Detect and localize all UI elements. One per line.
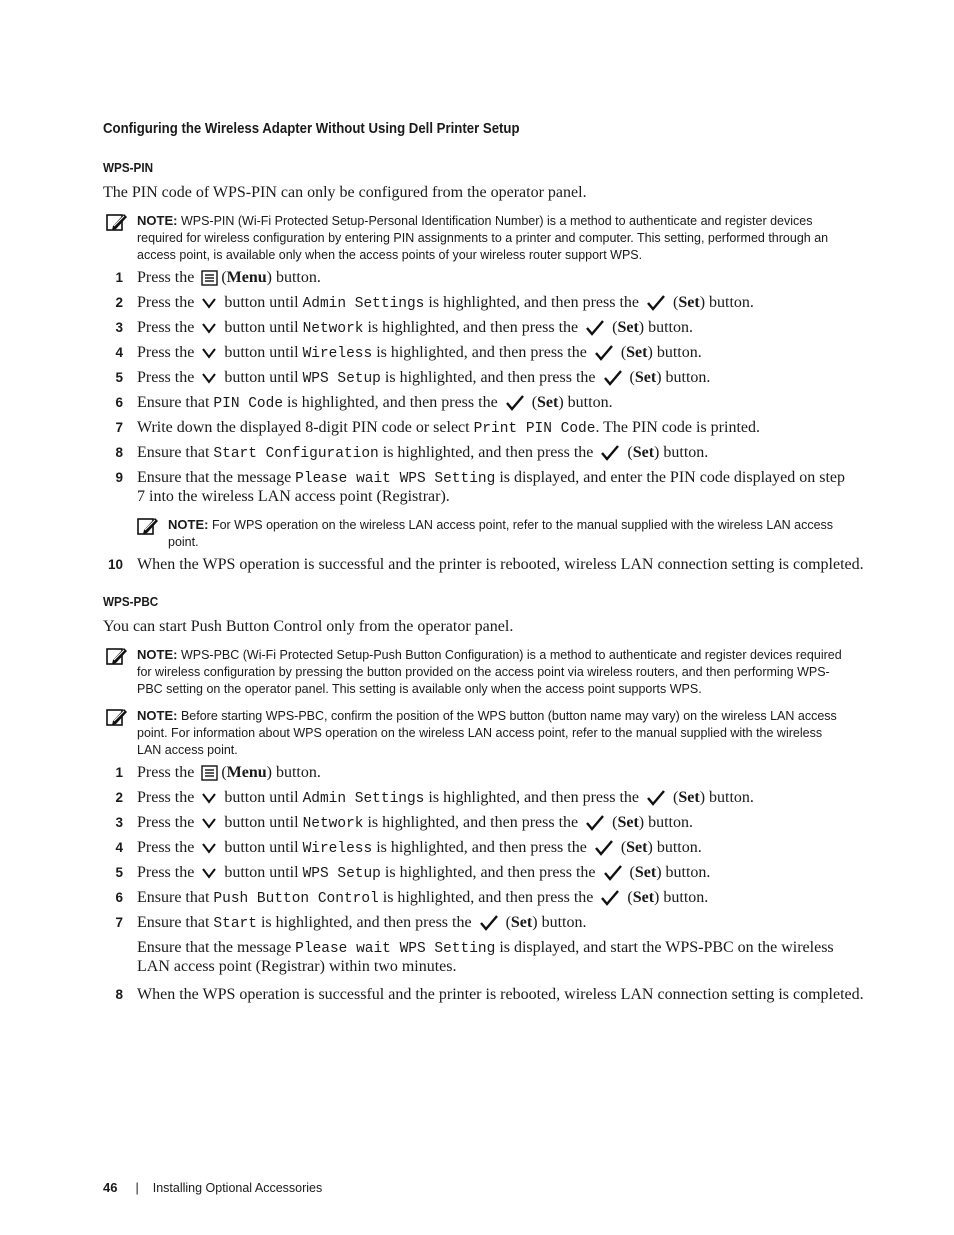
checkmark-icon bbox=[603, 369, 623, 387]
step-4 bbox=[137, 343, 702, 364]
step-text-run: ( bbox=[527, 394, 538, 411]
down-arrow-icon bbox=[201, 841, 217, 855]
page-footer bbox=[103, 1180, 322, 1195]
step-number: 1 bbox=[115, 270, 123, 285]
step-number: 6 bbox=[115, 395, 123, 410]
step-text-run: ( bbox=[616, 839, 627, 856]
button-name-text: Set bbox=[626, 839, 648, 856]
step-text-run: Ensure that bbox=[137, 444, 214, 461]
step-text-run: ( bbox=[501, 914, 511, 931]
step-text-run: ) button. bbox=[266, 764, 321, 781]
button-name-text: Set bbox=[617, 319, 639, 336]
panel-menu-text: Wireless bbox=[302, 841, 373, 857]
step-4 bbox=[137, 838, 702, 859]
step-text-run: Press the bbox=[137, 344, 199, 361]
button-name-text: Menu bbox=[226, 764, 267, 781]
panel-menu-text: Please wait WPS Setting bbox=[295, 471, 496, 487]
note-line: WPS-PIN (Wi-Fi Protected Setup-Personal Identification Number) is a method to authenticate and register devices bbox=[180, 214, 813, 228]
step-text-run: is highlighted, and then press the bbox=[283, 394, 502, 411]
footer-section-title: Installing Optional Accessories bbox=[152, 1181, 323, 1195]
step-text-run: Ensure that bbox=[137, 914, 214, 931]
step-2 bbox=[137, 788, 754, 809]
checkmark-icon bbox=[505, 394, 525, 412]
pencil-note-icon bbox=[106, 707, 128, 727]
note-line: point. For information about WPS operation on the wireless LAN access point, refer to the manual supplied with the wireless bbox=[137, 726, 823, 740]
panel-menu-text: Please wait WPS Setting bbox=[295, 941, 496, 957]
step-number: 3 bbox=[115, 320, 123, 335]
step-number: 1 bbox=[115, 765, 123, 780]
step-text-run: is highlighted, and then press the bbox=[424, 789, 644, 806]
button-name-text: Set bbox=[678, 789, 700, 806]
panel-menu-text: Network bbox=[302, 321, 364, 337]
note-line: WPS-PBC (Wi-Fi Protected Setup-Push Button Configuration) is a method to authenticate and register devices required bbox=[180, 648, 842, 662]
step-number: 5 bbox=[115, 865, 123, 880]
button-name-text: Set bbox=[626, 344, 648, 361]
step-text-run: button until bbox=[220, 864, 303, 881]
step-text-run: . The PIN code is printed. bbox=[595, 419, 760, 436]
step-text-run: ) button. bbox=[532, 914, 587, 931]
step-3 bbox=[137, 813, 693, 834]
step-text-run: Press the bbox=[137, 864, 199, 881]
step-number: 8 bbox=[115, 445, 123, 460]
step-text-run: button until bbox=[220, 319, 303, 336]
step-text-run: ( bbox=[623, 444, 633, 461]
checkmark-icon bbox=[479, 914, 499, 932]
wps-pbc-intro: You can start Push Button Control only from the operator panel. bbox=[103, 618, 514, 635]
panel-menu-text: Print PIN Code bbox=[473, 421, 596, 437]
page-number: 46 bbox=[103, 1180, 118, 1195]
step-text-run: ( bbox=[221, 764, 227, 781]
pencil-note-icon bbox=[106, 646, 128, 666]
step-text-run: ( bbox=[625, 864, 635, 881]
step-text: When the WPS operation is successful and the printer is rebooted, wireless LAN connection setting is completed. bbox=[137, 986, 864, 1003]
panel-menu-text: Wireless bbox=[302, 346, 373, 362]
step-text-run: Write down the displayed 8-digit PIN code or select bbox=[137, 419, 474, 436]
page-title: Configuring the Wireless Adapter Without Using Dell Printer Setup bbox=[103, 120, 520, 137]
pencil-note-icon bbox=[137, 516, 159, 536]
step-text-run: is highlighted, and then press the bbox=[363, 319, 583, 336]
checkmark-icon bbox=[646, 294, 666, 312]
checkmark-icon bbox=[594, 839, 614, 857]
step-number: 6 bbox=[115, 890, 123, 905]
pencil-note-icon bbox=[106, 212, 128, 232]
step-text-run: ) button. bbox=[558, 394, 613, 411]
step-text-run: ( bbox=[669, 294, 679, 311]
step-1 bbox=[137, 268, 321, 288]
step-number: 7 bbox=[115, 420, 123, 435]
panel-menu-text: Admin Settings bbox=[302, 791, 425, 807]
note-line: Before starting WPS-PBC, confirm the position of the WPS button (button name may vary) on the wireless LAN access bbox=[180, 709, 837, 723]
panel-menu-text: Start Configuration bbox=[213, 446, 379, 462]
panel-menu-text: Push Button Control bbox=[213, 891, 379, 907]
note-line: PBC setting on the operator panel. This setting is available only when the access point supports WPS. bbox=[137, 682, 702, 696]
panel-menu-text: WPS Setup bbox=[302, 866, 381, 882]
button-name-text: Set bbox=[634, 369, 657, 386]
step-9 bbox=[137, 468, 845, 489]
step-text-run: button until bbox=[220, 294, 303, 311]
menu-icon bbox=[201, 270, 218, 286]
step-7-continued-line2: LAN access point (Registrar) within two minutes. bbox=[137, 958, 457, 975]
note-label: NOTE: bbox=[137, 708, 178, 723]
note-label: NOTE: bbox=[137, 647, 178, 662]
step-text-run: ) button. bbox=[656, 369, 711, 386]
button-name-text: Set bbox=[632, 889, 655, 906]
panel-menu-text: WPS Setup bbox=[302, 371, 381, 387]
step-text-run: ( bbox=[623, 889, 633, 906]
step-text-run: ( bbox=[608, 319, 618, 336]
step-text-run: is displayed, and start the WPS-PBC on the wireless bbox=[495, 939, 834, 956]
checkmark-icon bbox=[600, 889, 620, 907]
button-name-text: Set bbox=[537, 394, 559, 411]
checkmark-icon bbox=[585, 319, 605, 337]
note-line: For WPS operation on the wireless LAN access point, refer to the manual supplied with the wireless LAN access bbox=[211, 518, 834, 532]
heading-wps-pin: WPS-PIN bbox=[103, 160, 154, 175]
step-text-run: ) button. bbox=[638, 319, 693, 336]
panel-menu-text: PIN Code bbox=[213, 396, 284, 412]
menu-icon bbox=[201, 765, 218, 781]
step-text-run: Press the bbox=[137, 294, 199, 311]
step-text-run: ( bbox=[669, 789, 679, 806]
checkmark-icon bbox=[585, 814, 605, 832]
step-number: 9 bbox=[115, 470, 123, 485]
panel-menu-text: Network bbox=[302, 816, 364, 832]
step-6 bbox=[137, 393, 613, 414]
step-number: 4 bbox=[115, 345, 123, 360]
note-label: NOTE: bbox=[168, 517, 209, 532]
step-text-run: is highlighted, and then press the bbox=[372, 344, 591, 361]
button-name-text: Set bbox=[634, 864, 657, 881]
step-number: 2 bbox=[115, 790, 123, 805]
step-number: 3 bbox=[115, 815, 123, 830]
step-text-run: ) button. bbox=[699, 789, 754, 806]
step-number: 4 bbox=[115, 840, 123, 855]
heading-wps-pbc: WPS-PBC bbox=[103, 594, 159, 609]
step-text-run: Ensure that the message bbox=[137, 939, 296, 956]
step-text-run: Ensure that bbox=[137, 394, 214, 411]
step-text-run: button until bbox=[220, 369, 303, 386]
step-text-run: ( bbox=[625, 369, 635, 386]
step-8 bbox=[137, 443, 708, 464]
step-text-run: Press the bbox=[137, 369, 199, 386]
step-9-continued: 7 into the wireless LAN access point (Registrar). bbox=[137, 488, 450, 505]
panel-menu-text: Admin Settings bbox=[302, 296, 425, 312]
step-number: 2 bbox=[115, 295, 123, 310]
down-arrow-icon bbox=[201, 346, 217, 360]
step-text-run: Press the bbox=[137, 319, 199, 336]
wps-pin-intro: The PIN code of WPS-PIN can only be configured from the operator panel. bbox=[103, 184, 587, 201]
step-text-run: Press the bbox=[137, 839, 199, 856]
step-text-run: ) button. bbox=[654, 444, 709, 461]
step-text-run: button until bbox=[220, 344, 303, 361]
step-text-run: is highlighted, and then press the bbox=[380, 369, 600, 386]
step-text-run: is highlighted, and then press the bbox=[378, 889, 598, 906]
step-text-run: is highlighted, and then press the bbox=[363, 814, 583, 831]
note-line: point. bbox=[168, 535, 199, 549]
step-text-run: Press the bbox=[137, 814, 199, 831]
step-5 bbox=[137, 368, 710, 389]
step-text-run: ) button. bbox=[654, 889, 709, 906]
panel-menu-text: Start bbox=[213, 916, 257, 932]
step-text-run: ) button. bbox=[638, 814, 693, 831]
step-text-run: is highlighted, and then press the bbox=[424, 294, 644, 311]
note-line: for wireless configuration by pressing the button provided on the access point via wireless routers, and then performing WPS- bbox=[137, 665, 830, 679]
step-text-run: ) button. bbox=[656, 864, 711, 881]
footer-separator: | bbox=[135, 1181, 139, 1195]
checkmark-icon bbox=[600, 444, 620, 462]
button-name-text: Set bbox=[510, 914, 533, 931]
step-text-run: ) button. bbox=[647, 344, 702, 361]
down-arrow-icon bbox=[201, 866, 217, 880]
step-text-run: ) button. bbox=[266, 269, 321, 286]
step-3 bbox=[137, 318, 693, 339]
step-1 bbox=[137, 763, 321, 783]
checkmark-icon bbox=[646, 789, 666, 807]
step-text-run: is highlighted, and then press the bbox=[380, 864, 600, 881]
down-arrow-icon bbox=[201, 791, 217, 805]
step-text-run: Press the bbox=[137, 789, 199, 806]
step-text-run: is displayed, and enter the PIN code displayed on step bbox=[495, 469, 846, 486]
note-line: required for wireless configuration by entering PIN assignments to a printer and computer. This setting, performed through an bbox=[137, 231, 829, 245]
button-name-text: Menu bbox=[226, 269, 267, 286]
step-number: 5 bbox=[115, 370, 123, 385]
step-text-run: Ensure that bbox=[137, 889, 214, 906]
step-text-run: ( bbox=[608, 814, 618, 831]
button-name-text: Set bbox=[678, 294, 700, 311]
step-number: 10 bbox=[107, 557, 123, 572]
step-text-run: Ensure that the message bbox=[137, 469, 296, 486]
step-2 bbox=[137, 293, 754, 314]
step-text-run: button until bbox=[220, 789, 303, 806]
step-text-run: Press the bbox=[137, 764, 199, 781]
step-text-run: is highlighted, and then press the bbox=[378, 444, 598, 461]
step-text-run: ( bbox=[616, 344, 627, 361]
button-name-text: Set bbox=[632, 444, 655, 461]
step-7-continued bbox=[137, 938, 834, 959]
step-text-run: ( bbox=[221, 269, 227, 286]
down-arrow-icon bbox=[201, 816, 217, 830]
step-text: When the WPS operation is successful and the printer is rebooted, wireless LAN connection setting is completed. bbox=[137, 556, 864, 573]
step-text-run: ) button. bbox=[699, 294, 754, 311]
step-5 bbox=[137, 863, 710, 884]
step-7 bbox=[137, 913, 586, 934]
step-text-run: button until bbox=[220, 839, 303, 856]
down-arrow-icon bbox=[201, 296, 217, 310]
checkmark-icon bbox=[594, 344, 614, 362]
step-text-run: is highlighted, and then press the bbox=[256, 914, 476, 931]
step-7 bbox=[137, 418, 760, 439]
down-arrow-icon bbox=[201, 321, 217, 335]
step-6 bbox=[137, 888, 708, 909]
step-number: 7 bbox=[115, 915, 123, 930]
step-text-run: Press the bbox=[137, 269, 199, 286]
step-text-run: button until bbox=[220, 814, 303, 831]
down-arrow-icon bbox=[201, 371, 217, 385]
step-text-run: is highlighted, and then press the bbox=[372, 839, 591, 856]
step-number: 8 bbox=[115, 987, 123, 1002]
checkmark-icon bbox=[603, 864, 623, 882]
button-name-text: Set bbox=[617, 814, 639, 831]
note-line: LAN access point. bbox=[137, 743, 238, 757]
step-text-run: ) button. bbox=[647, 839, 702, 856]
note-label: NOTE: bbox=[137, 213, 178, 228]
note-line: access point, is available only when the access points of your wireless router support WPS. bbox=[137, 248, 643, 262]
